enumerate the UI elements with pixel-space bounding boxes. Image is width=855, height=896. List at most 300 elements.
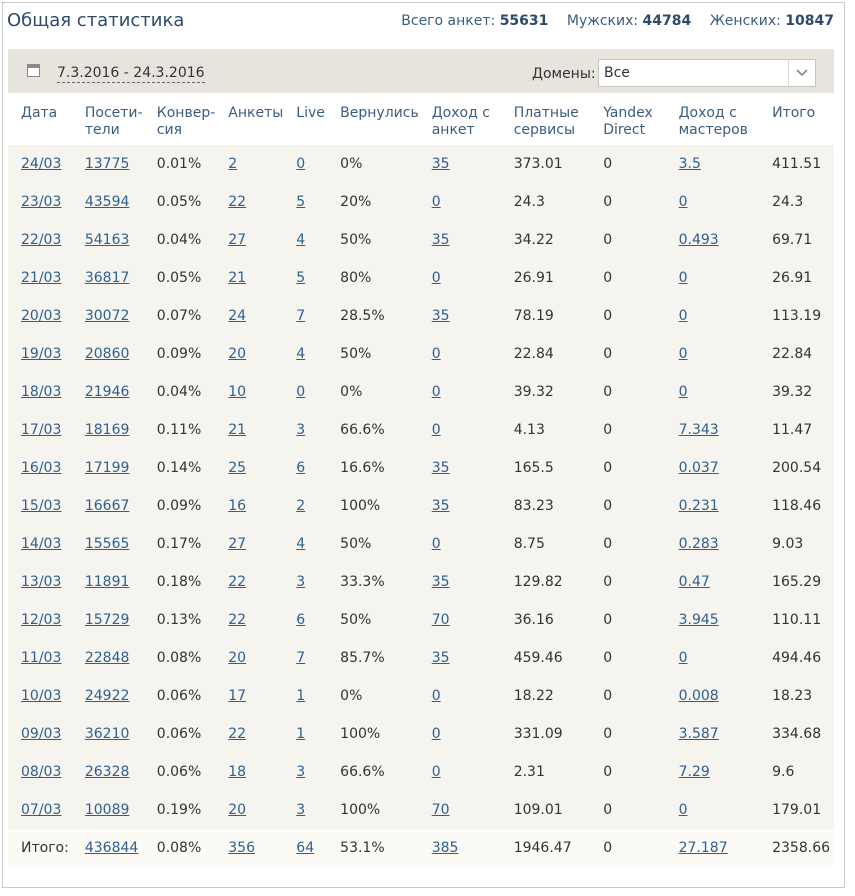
male-profiles-value: 44784 <box>642 13 692 29</box>
cell-profile-income <box>419 183 501 221</box>
cell-profile-income <box>419 411 501 449</box>
cell-live <box>283 221 327 259</box>
total-row <box>8 829 834 867</box>
cell-link-profiles[interactable]: 24 <box>228 308 247 324</box>
cell-link-visitors[interactable]: 22848 <box>84 650 130 666</box>
cell-masters-income <box>666 259 760 297</box>
cell-yandex-direct: 0 <box>603 384 613 400</box>
cell-visitors <box>72 297 144 335</box>
cell-total: 22.84 <box>772 346 813 362</box>
cell-date <box>8 753 72 791</box>
cell-link-masters-income[interactable]: 0.008 <box>678 688 719 704</box>
cell-masters-income <box>666 297 760 335</box>
column-header-profiles: Анкеты <box>215 93 283 145</box>
cell-paid-services: 78.19 <box>513 308 554 324</box>
calendar-icon[interactable] <box>27 64 40 77</box>
cell-date <box>8 221 72 259</box>
cell-link-masters-income[interactable]: 0.231 <box>678 498 719 514</box>
cell-link-live[interactable]: 4 <box>296 232 306 248</box>
cell-total: 18.23 <box>772 688 813 704</box>
cell-link-visitors[interactable]: 15729 <box>84 612 130 628</box>
page-title: Общая статистика <box>7 10 185 31</box>
cell-link-profiles[interactable]: 22 <box>228 612 247 628</box>
cell-link-live[interactable]: 0 <box>296 384 306 400</box>
cell-profile-income <box>419 525 501 563</box>
cell-paid-services: 165.5 <box>513 460 554 476</box>
cell-link-live[interactable]: 2 <box>296 498 306 514</box>
cell-link-visitors[interactable]: 43594 <box>84 194 130 210</box>
cell-live <box>283 715 327 753</box>
cell-total: 9.6 <box>772 764 795 780</box>
cell-yandex-direct: 0 <box>603 498 613 514</box>
cell-link-date[interactable]: 13/03 <box>21 574 62 590</box>
cell-visitors <box>72 221 144 259</box>
cell-link-date[interactable]: 07/03 <box>21 802 62 818</box>
cell-paid-services: 2.31 <box>513 764 545 780</box>
cell-link-masters-income[interactable]: 0.283 <box>678 536 719 552</box>
cell-link-visitors[interactable]: 15565 <box>84 536 130 552</box>
cell-total: 110.11 <box>772 612 822 628</box>
cell-link-live[interactable]: 6 <box>296 460 306 476</box>
cell-link-date[interactable]: 09/03 <box>21 726 62 742</box>
cell-date <box>8 487 72 525</box>
cell-conversion: 0.09% <box>156 498 202 514</box>
cell-link-masters-income[interactable]: 7.343 <box>678 422 719 438</box>
cell-masters-income <box>666 221 760 259</box>
cell-profiles <box>215 563 283 601</box>
cell-returned: 53.1% <box>340 840 385 856</box>
cell-profile-income <box>419 221 501 259</box>
cell-link-masters-income[interactable]: 27.187 <box>678 840 728 856</box>
cell-returned: 50% <box>340 612 372 628</box>
cell-date <box>8 601 72 639</box>
cell-link-masters-income[interactable]: 7.29 <box>678 764 710 780</box>
cell-link-profile-income[interactable]: 0 <box>431 726 441 742</box>
cell-link-live[interactable]: 6 <box>296 612 306 628</box>
header <box>3 3 844 41</box>
cell-returned: 0% <box>340 384 363 400</box>
table-row <box>8 183 834 221</box>
table-row <box>8 715 834 753</box>
cell-visitors <box>72 411 144 449</box>
cell-profiles <box>215 335 283 373</box>
cell-live <box>283 677 327 715</box>
cell-total: 334.68 <box>772 726 822 742</box>
cell-visitors <box>72 601 144 639</box>
cell-link-visitors[interactable]: 21946 <box>84 384 130 400</box>
column-header-visitors: Посети- тели <box>72 93 144 145</box>
cell-link-profiles[interactable]: 16 <box>228 498 247 514</box>
cell-link-date[interactable]: 23/03 <box>21 194 62 210</box>
cell-masters-income <box>666 563 760 601</box>
table-row <box>8 487 834 525</box>
cell-link-live[interactable]: 3 <box>296 764 306 780</box>
cell-date <box>8 715 72 753</box>
cell-masters-income <box>666 525 760 563</box>
chevron-down-icon[interactable] <box>788 60 815 86</box>
cell-link-profile-income[interactable]: 70 <box>431 612 450 628</box>
cell-masters-income <box>666 411 760 449</box>
cell-live <box>283 411 327 449</box>
cell-link-visitors[interactable]: 30072 <box>84 308 130 324</box>
column-header-conversion: Конвер- сия <box>144 93 215 145</box>
column-header-paid-services: Платные сервисы <box>501 93 590 145</box>
cell-link-date[interactable]: 14/03 <box>21 536 62 552</box>
cell-profiles <box>215 753 283 791</box>
cell-link-masters-income[interactable]: 0 <box>678 346 688 362</box>
cell-conversion: 0.04% <box>156 232 202 248</box>
cell-link-profiles[interactable]: 22 <box>228 726 247 742</box>
cell-link-date[interactable]: 17/03 <box>21 422 62 438</box>
cell-total: 411.51 <box>772 156 822 172</box>
cell-date <box>8 449 72 487</box>
cell-paid-services: 18.22 <box>513 688 554 704</box>
cell-profiles <box>215 601 283 639</box>
cell-link-visitors[interactable]: 36817 <box>84 270 130 286</box>
cell-link-profiles[interactable]: 25 <box>228 460 247 476</box>
cell-date <box>8 183 72 221</box>
cell-yandex-direct: 0 <box>603 802 613 818</box>
cell-link-profile-income[interactable]: 0 <box>431 536 441 552</box>
cell-link-live[interactable]: 3 <box>296 802 306 818</box>
cell-yandex-direct: 0 <box>603 270 613 286</box>
column-header-yandex-direct: Yandex Direct <box>590 93 665 145</box>
cell-yandex-direct: 0 <box>603 346 613 362</box>
table-row <box>8 297 834 335</box>
cell-link-profile-income[interactable]: 385 <box>431 840 459 856</box>
cell-live <box>283 601 327 639</box>
cell-yandex-direct: 0 <box>603 688 613 704</box>
cell-returned: 66.6% <box>340 422 385 438</box>
cell-returned: 0% <box>340 156 363 172</box>
cell-link-profile-income[interactable]: 70 <box>431 802 450 818</box>
cell-live <box>283 487 327 525</box>
cell-yandex-direct: 0 <box>603 574 613 590</box>
cell-link-visitors[interactable]: 26328 <box>84 764 130 780</box>
cell-total: 179.01 <box>772 802 822 818</box>
cell-link-profile-income[interactable]: 0 <box>431 346 441 362</box>
cell-paid-services: 8.75 <box>513 536 545 552</box>
cell-conversion: 0.06% <box>156 688 202 704</box>
cell-profile-income <box>419 335 501 373</box>
cell-profiles <box>215 221 283 259</box>
cell-profiles <box>215 183 283 221</box>
cell-conversion: 0.08% <box>156 840 202 856</box>
cell-live <box>283 639 327 677</box>
cell-link-profiles[interactable]: 22 <box>228 574 247 590</box>
cell-live <box>283 335 327 373</box>
cell-link-live[interactable]: 5 <box>296 194 306 210</box>
cell-conversion: 0.14% <box>156 460 202 476</box>
cell-live <box>283 183 327 221</box>
cell-total: 9.03 <box>772 536 804 552</box>
cell-visitors <box>72 563 144 601</box>
cell-link-profiles[interactable]: 21 <box>228 270 247 286</box>
cell-link-live[interactable]: 5 <box>296 270 306 286</box>
cell-link-masters-income[interactable]: 0 <box>678 384 688 400</box>
cell-link-profile-income[interactable]: 35 <box>431 308 450 324</box>
cell-link-profiles[interactable]: 27 <box>228 232 247 248</box>
cell-returned: 33.3% <box>340 574 385 590</box>
cell-masters-income <box>666 487 760 525</box>
cell-conversion: 0.01% <box>156 156 202 172</box>
cell-link-date[interactable]: 18/03 <box>21 384 62 400</box>
cell-link-live[interactable]: 7 <box>296 308 306 324</box>
cell-link-live[interactable]: 4 <box>296 536 306 552</box>
cell-link-date[interactable]: 15/03 <box>21 498 62 514</box>
cell-link-profile-income[interactable]: 0 <box>431 194 441 210</box>
cell-link-profiles[interactable]: 22 <box>228 194 247 210</box>
cell-link-visitors[interactable]: 18169 <box>84 422 130 438</box>
cell-profile-income <box>419 297 501 335</box>
cell-link-profile-income[interactable]: 35 <box>431 574 450 590</box>
cell-visitors <box>72 791 144 829</box>
cell-live <box>283 373 327 411</box>
cell-link-masters-income[interactable]: 0.493 <box>678 232 719 248</box>
cell-profiles <box>215 259 283 297</box>
cell-visitors <box>72 145 144 183</box>
cell-conversion: 0.08% <box>156 650 202 666</box>
cell-profile-income <box>419 259 501 297</box>
cell-link-profiles[interactable]: 10 <box>228 384 247 400</box>
cell-returned: 100% <box>340 726 381 742</box>
cell-profile-income <box>419 791 501 829</box>
cell-conversion: 0.06% <box>156 764 202 780</box>
cell-link-date[interactable]: 08/03 <box>21 764 62 780</box>
cell-date <box>8 563 72 601</box>
cell-returned: 50% <box>340 536 372 552</box>
cell-link-live[interactable]: 64 <box>296 840 315 856</box>
cell-link-date[interactable]: 22/03 <box>21 232 62 248</box>
cell-returned: 28.5% <box>340 308 385 324</box>
cell-link-masters-income[interactable]: 0 <box>678 802 688 818</box>
table-row <box>8 601 834 639</box>
cell-link-profiles[interactable]: 27 <box>228 536 247 552</box>
cell-profile-income <box>419 677 501 715</box>
cell-link-date[interactable]: 19/03 <box>21 346 62 362</box>
table-row <box>8 145 834 183</box>
cell-link-profile-income[interactable]: 0 <box>431 688 441 704</box>
cell-link-masters-income[interactable]: 0.037 <box>678 460 719 476</box>
cell-link-profile-income[interactable]: 35 <box>431 156 450 172</box>
cell-profile-income <box>419 487 501 525</box>
cell-total: 26.91 <box>772 270 813 286</box>
cell-profiles <box>215 639 283 677</box>
cell-link-profiles[interactable]: 18 <box>228 764 247 780</box>
cell-link-masters-income[interactable]: 0 <box>678 308 688 324</box>
cell-yandex-direct: 0 <box>603 840 613 856</box>
column-header-live: Live <box>283 93 327 145</box>
cell-link-live[interactable]: 1 <box>296 688 306 704</box>
cell-visitors <box>72 487 144 525</box>
cell-link-live[interactable]: 3 <box>296 574 306 590</box>
cell-yandex-direct: 0 <box>603 460 613 476</box>
cell-link-live[interactable]: 4 <box>296 346 306 362</box>
cell-conversion: 0.13% <box>156 612 202 628</box>
cell-yandex-direct: 0 <box>603 764 613 780</box>
cell-link-profile-income[interactable]: 35 <box>431 232 450 248</box>
cell-total: 24.3 <box>772 194 804 210</box>
cell-date <box>8 335 72 373</box>
table-body <box>8 145 834 867</box>
cell-masters-income <box>666 791 760 829</box>
total-profiles-label: Всего анкет: <box>401 13 496 29</box>
cell-total: 165.29 <box>772 574 822 590</box>
cell-link-live[interactable]: 1 <box>296 726 306 742</box>
table-row <box>8 525 834 563</box>
table-row <box>8 791 834 829</box>
cell-link-profiles[interactable]: 20 <box>228 346 247 362</box>
cell-link-live[interactable]: 0 <box>296 156 306 172</box>
cell-link-live[interactable]: 3 <box>296 422 306 438</box>
cell-link-visitors[interactable]: 16667 <box>84 498 130 514</box>
cell-total: 2358.66 <box>772 840 831 856</box>
cell-profiles <box>215 411 283 449</box>
cell-link-date[interactable]: 20/03 <box>21 308 62 324</box>
cell-link-date[interactable]: 10/03 <box>21 688 62 704</box>
cell-link-profiles[interactable]: 21 <box>228 422 247 438</box>
cell-link-profiles[interactable]: 20 <box>228 802 247 818</box>
cell-link-masters-income[interactable]: 0 <box>678 650 688 666</box>
cell-conversion: 0.05% <box>156 270 202 286</box>
cell-visitors <box>72 449 144 487</box>
cell-link-visitors[interactable]: 54163 <box>84 232 130 248</box>
cell-masters-income <box>666 373 760 411</box>
column-header-profile-income: Доход с анкет <box>419 93 501 145</box>
cell-returned: 50% <box>340 346 372 362</box>
cell-date <box>8 791 72 829</box>
cell-profiles <box>215 715 283 753</box>
cell-link-masters-income[interactable]: 3.5 <box>678 156 701 172</box>
cell-link-profile-income[interactable]: 0 <box>431 764 441 780</box>
cell-profile-income <box>419 639 501 677</box>
cell-live <box>283 791 327 829</box>
cell-link-profile-income[interactable]: 0 <box>431 384 441 400</box>
cell-link-profiles[interactable]: 17 <box>228 688 247 704</box>
cell-link-date[interactable]: 24/03 <box>21 156 62 172</box>
domains-select[interactable] <box>598 59 816 87</box>
cell-link-profiles[interactable]: 356 <box>228 840 255 856</box>
cell-link-masters-income[interactable]: 3.945 <box>678 612 719 628</box>
cell-conversion: 0.18% <box>156 574 202 590</box>
cell-yandex-direct: 0 <box>603 194 613 210</box>
cell-total: 11.47 <box>772 422 813 438</box>
cell-live <box>283 259 327 297</box>
cell-masters-income <box>666 183 760 221</box>
cell-visitors <box>72 829 144 867</box>
cell-paid-services: 1946.47 <box>513 840 572 856</box>
cell-visitors <box>72 525 144 563</box>
cell-returned: 100% <box>340 498 381 514</box>
cell-profiles <box>215 449 283 487</box>
cell-link-profile-income[interactable]: 35 <box>431 498 450 514</box>
cell-link-visitors[interactable]: 436844 <box>84 840 139 856</box>
cell-masters-income <box>666 449 760 487</box>
domains-label: Домены: <box>532 66 596 82</box>
cell-yandex-direct: 0 <box>603 726 613 742</box>
cell-link-visitors[interactable]: 10089 <box>84 802 130 818</box>
cell-profiles <box>215 829 283 867</box>
cell-profiles <box>215 145 283 183</box>
cell-link-date[interactable]: 11/03 <box>21 650 62 666</box>
cell-live <box>283 563 327 601</box>
stats-window <box>2 2 845 888</box>
table-row <box>8 335 834 373</box>
cell-profiles <box>215 791 283 829</box>
cell-link-date[interactable]: 21/03 <box>21 270 62 286</box>
cell-link-live[interactable]: 7 <box>296 650 306 666</box>
table-row <box>8 411 834 449</box>
male-profiles-label: Мужских: <box>566 13 639 29</box>
cell-masters-income <box>666 601 760 639</box>
cell-link-visitors[interactable]: 11891 <box>84 574 130 590</box>
cell-total: 118.46 <box>772 498 822 514</box>
cell-profile-income <box>419 145 501 183</box>
cell-link-profile-income[interactable]: 35 <box>431 460 450 476</box>
cell-link-date[interactable]: 12/03 <box>21 612 62 628</box>
cell-returned: 80% <box>340 270 372 286</box>
cell-link-visitors[interactable]: 36210 <box>84 726 130 742</box>
cell-yandex-direct: 0 <box>603 156 613 172</box>
cell-link-profile-income[interactable]: 0 <box>431 422 441 438</box>
cell-live <box>283 297 327 335</box>
cell-paid-services: 34.22 <box>513 232 554 248</box>
cell-returned: 100% <box>340 802 381 818</box>
table-row <box>8 373 834 411</box>
cell-profile-income <box>419 449 501 487</box>
cell-link-visitors[interactable]: 24922 <box>84 688 130 704</box>
cell-profiles <box>215 525 283 563</box>
cell-returned: 66.6% <box>340 764 385 780</box>
cell-link-profiles[interactable]: 2 <box>228 156 238 172</box>
cell-date <box>8 525 72 563</box>
column-header-total: Итого <box>759 93 834 145</box>
cell-link-profile-income[interactable]: 35 <box>431 650 450 666</box>
cell-link-visitors[interactable]: 20860 <box>84 346 130 362</box>
cell-link-masters-income[interactable]: 0 <box>678 194 688 210</box>
cell-link-date[interactable]: 16/03 <box>21 460 62 476</box>
table-row <box>8 259 834 297</box>
cell-link-masters-income[interactable]: 3.587 <box>678 726 719 742</box>
cell-paid-services: 109.01 <box>513 802 563 818</box>
table-row <box>8 677 834 715</box>
date-range-picker[interactable]: 7.3.2016 - 24.3.2016 <box>57 65 205 81</box>
cell-paid-services: 459.46 <box>513 650 563 666</box>
cell-link-visitors[interactable]: 17199 <box>84 460 130 476</box>
cell-paid-services: 36.16 <box>513 612 554 628</box>
cell-masters-income <box>666 753 760 791</box>
cell-live <box>283 449 327 487</box>
cell-date <box>8 373 72 411</box>
cell-paid-services: 373.01 <box>513 156 563 172</box>
cell-visitors <box>72 373 144 411</box>
cell-conversion: 0.19% <box>156 802 202 818</box>
cell-link-masters-income[interactable]: 0 <box>678 270 688 286</box>
cell-link-masters-income[interactable]: 0.47 <box>678 574 710 590</box>
cell-profiles <box>215 373 283 411</box>
cell-returned: 0% <box>340 688 363 704</box>
cell-paid-services: 129.82 <box>513 574 563 590</box>
cell-date: Итого: <box>21 840 69 856</box>
cell-link-visitors[interactable]: 13775 <box>84 156 130 172</box>
cell-link-profile-income[interactable]: 0 <box>431 270 441 286</box>
cell-yandex-direct: 0 <box>603 612 613 628</box>
cell-link-profiles[interactable]: 20 <box>228 650 247 666</box>
cell-paid-services: 24.3 <box>513 194 545 210</box>
cell-visitors <box>72 183 144 221</box>
stats-panel <box>8 49 834 863</box>
cell-conversion: 0.05% <box>156 194 202 210</box>
